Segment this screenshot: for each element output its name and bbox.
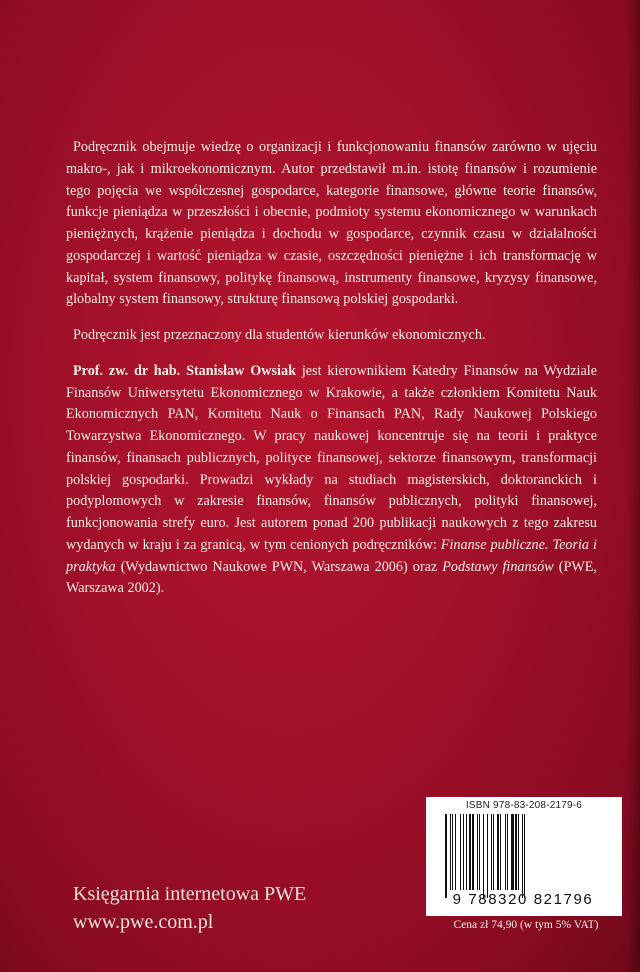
description-paragraph-1: Podręcznik obejmuje wiedzę o organizacji i funkcjonowaniu finansów zarówno w ujęciu makro-, jak i mikroekonomicznym. Autor przedstawił m.in. istotę finansów i rozumienie tego pojęcia we współczesnej gospodarce, kategorie finansowe, główne teorie finansów, funkcje pieniądza w przeszłości i obecnie, podmioty systemu ekonomicznego w warunkach pieniężnych, krążenie pieniądza i dochodu w gospodarce, czynnik czasu w działalności gospodarczej i wartość pieniądza w czasie, oszczędności pieniężne i ich transformację w kapitał, system finansowy, politykę finansową, instrumenty finansowe, kryzysy finansowe, globalny system finansowy, strukturę finansową polskiej gospodarki.: [66, 139, 597, 308]
isbn-barcode: [426, 797, 622, 916]
description-paragraph-2: Podręcznik jest przeznaczony dla studentów kierunków ekonomicznych.: [73, 327, 486, 343]
author-bio-text-1: jest kierownikiem Katedry Finansów na Wydziale Finansów Uniwersytetu Ekonomicznego w Krakowie, a także członkiem Komitetu Nauk Ekonomicznych PAN, Komitetu Nauk o Finansach PAN, Rady Naukowej Polskiego Towarzystwa Ekonomicznego. W pracy naukowej koncentruje się na teorii i praktyce finansów, finansach publicznych, polityce finansowej, sektorze finansowym, transformacji polskiej gospodarki. Prowadzi wykłady na studiach magisterskich, doktoranckich i podyplomowych w zakresie finansów, finansów publicznych, polityki finansowej, funkcjonowania strefy euro. Jest autorem ponad 200 publikacji naukowych z tego zakresu wydanych w kraju i za granicą, w tym cenionych podręczników:: [66, 362, 597, 553]
price-label: Cena zł 74,90 (w tym 5% VAT): [453, 919, 599, 931]
author-name: Prof. zw. dr hab. Stanisław Owsiak: [73, 362, 296, 379]
back-cover-text: [66, 137, 597, 600]
book-title-1: Finanse publiczne. Teoria i praktyka: [66, 536, 597, 575]
shop-url[interactable]: www.pwe.com.pl: [73, 911, 214, 933]
barcode-bars: [445, 814, 615, 890]
shop-name: Księgarnia internetowa PWE: [73, 883, 307, 905]
spine-edge-shadow: [626, 0, 640, 972]
author-bio: [66, 361, 597, 600]
book-title-2: Podstawy finansów: [442, 558, 554, 575]
barcode-digits: 9 788320 821796: [452, 891, 594, 908]
isbn-label: ISBN 978-83-208-2179-6: [465, 800, 583, 811]
publisher-shop: [73, 880, 306, 936]
author-bio-text-3: (PWE, Warszawa 2002).: [66, 558, 597, 597]
author-bio-text-2: (Wydawnictwo Naukowe PWN, Warszawa 2006) oraz: [115, 558, 443, 575]
